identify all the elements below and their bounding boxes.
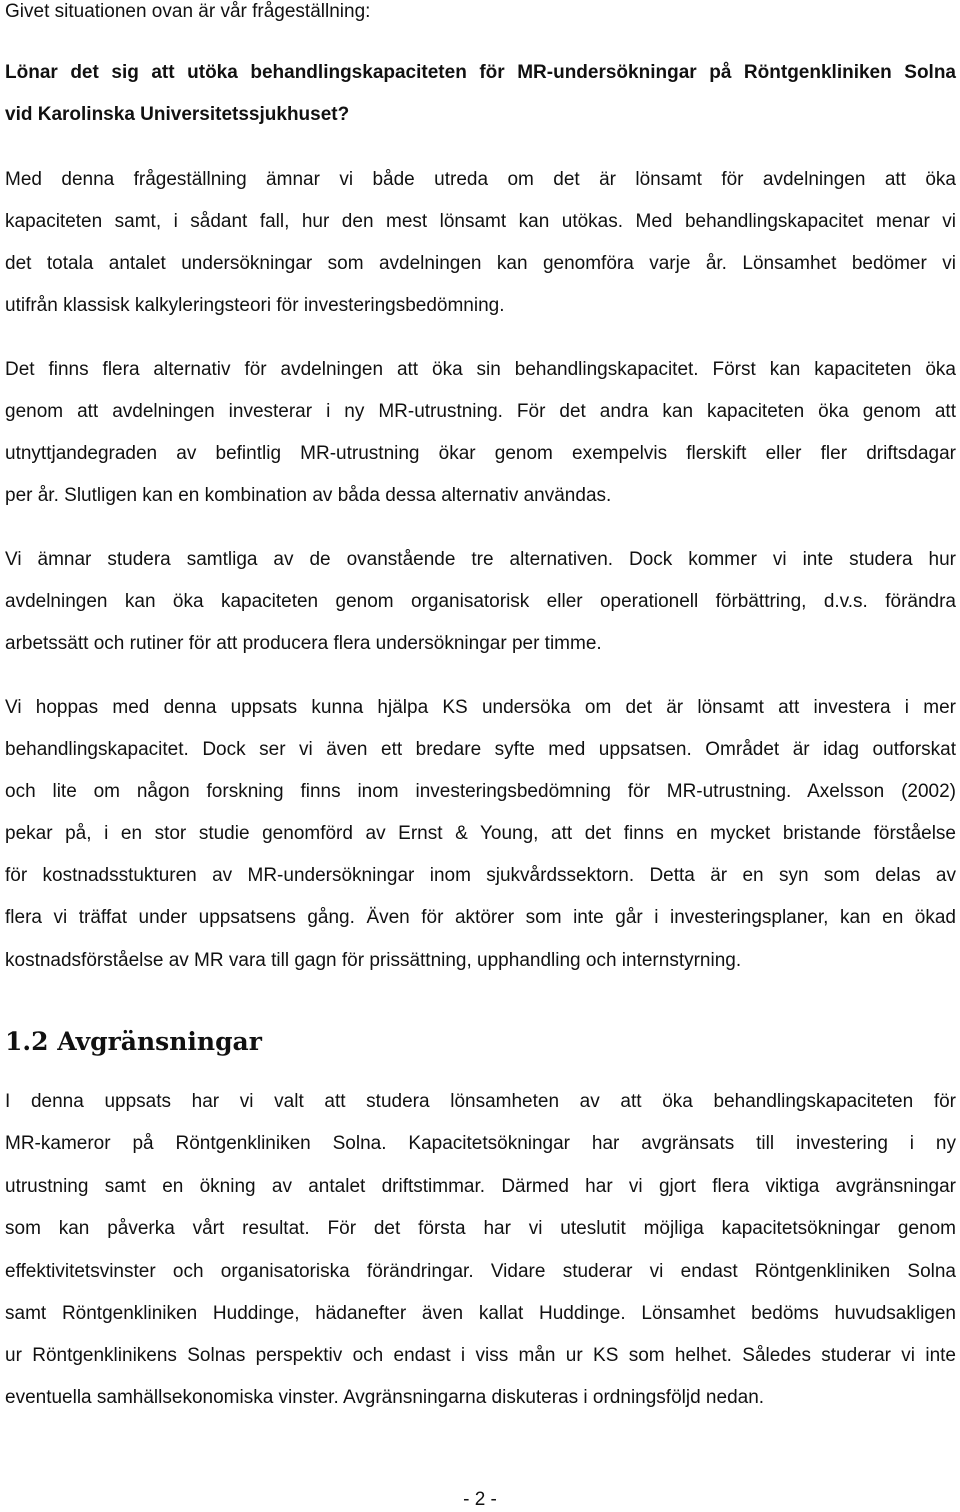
paragraph-4-line-1: Vi hoppas med denna uppsats kunna hjälpa KS undersöka om det är lönsamt att investera i mer xyxy=(5,697,956,718)
paragraph-4-line-6: flera vi träffat under uppsatsens gång. Även för aktörer som inte går i investeringsplaner, kan en ökad xyxy=(5,907,956,928)
section-line-3: utrustning samt en ökning av antalet driftstimmar. Därmed har vi gjort flera viktiga avgränsningar xyxy=(5,1176,956,1197)
paragraph-3-line-2: avdelningen kan öka kapaciteten genom organisatorisk eller operationell förbättring, d.v.s. förändra xyxy=(5,591,956,612)
paragraph-1-line-4: utifrån klassisk kalkyleringsteori för investeringsbedömning. xyxy=(5,295,505,316)
page-number: - 2 - xyxy=(463,1489,497,1510)
section-line-4: som kan påverka vårt resultat. För det första har vi uteslutit möjliga kapacitetsökningar genom xyxy=(5,1218,956,1239)
paragraph-4-line-2: behandlingskapacitet. Dock ser vi även ett bredare syfte med uppsatsen. Området är idag outforskat xyxy=(5,739,956,760)
research-question-line-1: Lönar det sig att utöka behandlingskapaciteten för MR-undersökningar på Röntgenkliniken Solna xyxy=(5,62,956,83)
section-title: Avgränsningar xyxy=(57,1027,262,1056)
section-line-1: I denna uppsats har vi valt att studera lönsamheten av att öka behandlingskapaciteten för xyxy=(5,1091,956,1112)
paragraph-1-line-1: Med denna frågeställning ämnar vi både utreda om det är lönsamt för avdelningen att öka xyxy=(5,169,956,190)
paragraph-4-line-3: och lite om någon forskning finns inom investeringsbedömning för MR-utrustning. Axelsson (2002) xyxy=(5,781,956,802)
paragraph-4-line-4: pekar på, i en stor studie genomförd av Ernst & Young, att det finns en mycket bristande förståelse xyxy=(5,823,956,844)
paragraph-4-line-7: kostnadsförståelse av MR vara till gagn för prissättning, upphandling och internstyrning. xyxy=(5,950,742,971)
section-line-7: ur Röntgenklinikens Solnas perspektiv och endast i viss mån ur KS som helhet. Således studerar vi inte xyxy=(5,1345,956,1366)
paragraph-3-line-3: arbetssätt och rutiner för att producera flera undersökningar per timme. xyxy=(5,633,602,654)
paragraph-2-line-2: genom att avdelningen investerar i ny MR-utrustning. För det andra kan kapaciteten öka genom att xyxy=(5,401,956,422)
paragraph-4-line-5: för kostnadsstukturen av MR-undersökningar inom sjukvårdssektorn. Detta är en syn som delas av xyxy=(5,865,956,886)
intro-lead: Givet situationen ovan är vår frågeställning: xyxy=(5,1,371,22)
section-line-6: samt Röntgenkliniken Huddinge, hädanefter även kallat Huddinge. Lönsamhet bedöms huvudsakligen xyxy=(5,1303,956,1324)
paragraph-1-line-3: det totala antalet undersökningar som avdelningen kan genomföra varje år. Lönsamhet bedömer vi xyxy=(5,253,956,274)
paragraph-2-line-3: utnyttjandegraden av befintlig MR-utrustning ökar genom exempelvis flerskift eller fler driftsdagar xyxy=(5,443,956,464)
paragraph-2-line-1: Det finns flera alternativ för avdelningen att öka sin behandlingskapacitet. Först kan kapaciteten öka xyxy=(5,359,956,380)
paragraph-1-line-2: kapaciteten samt, i sådant fall, hur den mest lönsamt kan utökas. Med behandlingskapacitet menar vi xyxy=(5,211,956,232)
section-line-8: eventuella samhällsekonomiska vinster. Avgränsningarna diskuteras i ordningsföljd nedan. xyxy=(5,1387,765,1408)
section-heading xyxy=(5,1027,262,1057)
paragraph-2-line-4: per år. Slutligen kan en kombination av båda dessa alternativ användas. xyxy=(5,485,612,506)
section-line-2: MR-kameror på Röntgenkliniken Solna. Kapacitetsökningar har avgränsats till investering i ny xyxy=(5,1133,956,1154)
paragraph-3-line-1: Vi ämnar studera samtliga av de ovanstående tre alternativen. Dock kommer vi inte studera hur xyxy=(5,549,956,570)
research-question-line-2: vid Karolinska Universitetssjukhuset? xyxy=(5,104,350,125)
section-line-5: effektivitetsvinster och organisatoriska förändringar. Vidare studerar vi endast Röntgenkliniken Solna xyxy=(5,1261,956,1282)
section-number: 1.2 xyxy=(5,1027,49,1056)
